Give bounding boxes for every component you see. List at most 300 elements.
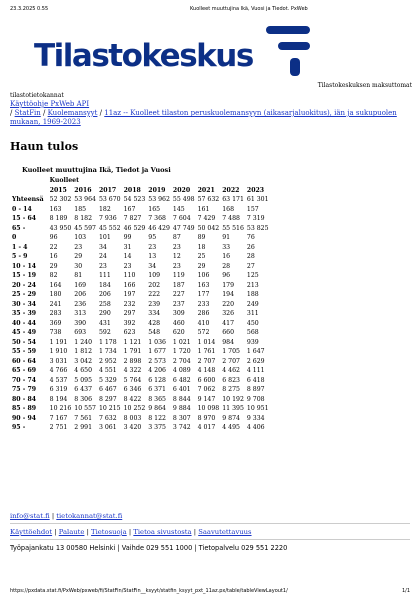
table-cell: 119 <box>172 272 185 280</box>
table-cell: 1 021 <box>172 338 191 346</box>
table-cell: 29 <box>197 262 206 270</box>
table-row <box>10 414 272 424</box>
breadcrumb-separator: / <box>40 109 48 117</box>
table-cell: 25 <box>197 253 206 261</box>
table-cell: 53 962 <box>148 196 170 204</box>
row-header-age: 15 - 19 <box>12 272 37 280</box>
table-cell: 206 <box>98 291 111 299</box>
table-cell: 290 <box>98 310 111 318</box>
table-cell: 7 936 <box>98 215 117 223</box>
table-cell: 1 014 <box>197 338 216 346</box>
table-cell: 10 252 <box>123 405 146 413</box>
table-cell: 34 <box>148 262 157 270</box>
table-cell: 163 <box>49 205 62 213</box>
table-cell: 4 322 <box>123 367 142 375</box>
table-cell: 3 031 <box>49 357 68 365</box>
table-cell: 9 884 <box>172 405 191 413</box>
email-info-link[interactable]: info@stat.fi <box>10 512 50 520</box>
table-cell: 45 552 <box>98 224 121 232</box>
table-cell: 167 <box>123 205 136 213</box>
row-header-age: 30 - 34 <box>12 300 37 308</box>
table-cell: 1 910 <box>49 348 68 356</box>
table-cell: 202 <box>148 281 161 289</box>
table-cell: 164 <box>49 281 62 289</box>
year-header-cell: 2022 <box>222 186 240 194</box>
table-row <box>10 309 272 319</box>
row-header-age: 95 - <box>12 424 26 432</box>
table-cell: 14 <box>123 253 132 261</box>
table-cell: 30 <box>74 262 83 270</box>
table-cell: 2 898 <box>123 357 142 365</box>
year-header-cell: 2019 <box>148 186 166 194</box>
table-cell: 43 950 <box>49 224 72 232</box>
table-cell: 188 <box>246 291 259 299</box>
breadcrumb-separator: / <box>10 109 15 117</box>
table-cell: 1 812 <box>74 348 93 356</box>
table-cell: 939 <box>246 338 259 346</box>
table-cell: 109 <box>148 272 161 280</box>
email-tietokannat-link[interactable]: tietokannat@stat.fi <box>56 512 123 520</box>
table-cell: 283 <box>49 310 62 318</box>
table-cell: 81 <box>74 272 83 280</box>
print-footer <box>10 588 410 594</box>
table-cell: 10 098 <box>197 405 220 413</box>
table-cell: 9 334 <box>246 414 265 422</box>
table-cell: 8 182 <box>74 215 93 223</box>
table-cell: 9 864 <box>148 405 166 413</box>
table-row <box>10 205 272 215</box>
table-cell: 6 418 <box>246 376 265 384</box>
table-cell: 91 <box>222 234 231 242</box>
table-row <box>10 281 272 291</box>
table-row <box>10 319 272 329</box>
table-cell: 984 <box>222 338 235 346</box>
table-cell: 3 042 <box>74 357 93 365</box>
table-cell: 89 <box>197 234 206 242</box>
contact-links <box>10 512 122 520</box>
table-cell: 4 406 <box>246 424 265 432</box>
table-cell: 237 <box>172 300 185 308</box>
table-cell: 4 551 <box>98 367 117 375</box>
table-cell: 87 <box>172 234 181 242</box>
table-cell: 1 734 <box>98 348 117 356</box>
table-cell: 241 <box>49 300 62 308</box>
table-cell: 8 365 <box>148 395 166 403</box>
table-cell: 125 <box>246 272 259 280</box>
table-cell: 2 573 <box>148 357 166 365</box>
table-cell: 227 <box>172 291 185 299</box>
row-header-age: 55 - 59 <box>12 348 37 356</box>
table-cell: 96 <box>49 234 58 242</box>
table-cell: 1 036 <box>148 338 166 346</box>
row-header-age: 15 - 64 <box>12 215 37 223</box>
table-cell: 8 297 <box>98 395 117 403</box>
table-cell: 8 844 <box>172 395 191 403</box>
table-cell: 233 <box>197 300 210 308</box>
measure-header-row <box>10 176 272 186</box>
breadcrumb-kuolemansyyt[interactable]: Kuolemansyyt <box>47 109 98 117</box>
table-cell: 182 <box>98 205 111 213</box>
footer-link-saavutettavuus[interactable]: Saavutettavuus <box>198 528 252 536</box>
table-cell: 8 307 <box>172 414 191 422</box>
table-row <box>10 395 272 405</box>
table-cell: 428 <box>148 319 161 327</box>
table-cell: 334 <box>148 310 161 318</box>
table-cell: 1 677 <box>148 348 166 356</box>
table-cell: 111 <box>98 272 111 280</box>
print-datetime: 23.3.2025 0.55 <box>10 6 49 12</box>
table-cell: 1 705 <box>222 348 240 356</box>
help-link[interactable]: Käyttöohje PxWeb API <box>10 100 90 108</box>
table-cell: 7 604 <box>172 215 191 223</box>
table-cell: 96 <box>222 272 231 280</box>
table-cell: 4 462 <box>222 367 240 375</box>
table-cell: 6 600 <box>197 376 216 384</box>
footer-link-tietosuoja[interactable]: Tietosuoja <box>91 528 127 536</box>
table-cell: 8 003 <box>123 414 142 422</box>
table-cell: 7 827 <box>123 215 142 223</box>
footer-links: Käyttöehdot | Palaute | Tietosuoja | Tietoa sivustosta | Saavutettavuus <box>10 528 252 536</box>
row-header-age: Yhteensä <box>12 196 44 204</box>
table-row <box>10 214 272 224</box>
table-cell: 27 <box>246 262 255 270</box>
table-cell: 168 <box>222 205 235 213</box>
table-cell: 249 <box>246 300 259 308</box>
table-cell: 46 429 <box>148 224 170 232</box>
table-row <box>10 385 272 395</box>
table-cell: 311 <box>246 310 259 318</box>
table-cell: 8 194 <box>49 395 68 403</box>
row-header-age: 25 - 29 <box>12 291 37 299</box>
table-cell: 22 <box>49 243 58 251</box>
table-cell: 1 720 <box>172 348 191 356</box>
table-cell: 33 <box>222 243 231 251</box>
footer-link-tietoa-sivustosta[interactable]: Tietoa sivustosta <box>133 528 192 536</box>
table-cell: 187 <box>172 281 185 289</box>
table-cell: 7 429 <box>197 215 216 223</box>
table-row <box>10 357 272 367</box>
table-cell: 10 216 <box>49 405 72 413</box>
table-cell: 8 306 <box>74 395 93 403</box>
site-name: tilastotietokannat <box>10 92 64 99</box>
table-cell: 410 <box>197 319 210 327</box>
table-cell: 157 <box>246 205 259 213</box>
table-cell: 184 <box>98 281 111 289</box>
row-header-age: 60 - 64 <box>12 357 37 365</box>
logo-text: Tilastokeskus <box>34 38 253 74</box>
table-cell: 145 <box>172 205 185 213</box>
table-cell: 13 <box>148 253 157 261</box>
row-header-age: 85 - 89 <box>12 405 37 413</box>
table-cell: 161 <box>197 205 210 213</box>
table-cell: 220 <box>222 300 235 308</box>
table-cell: 572 <box>197 329 210 337</box>
table-cell: 55 516 <box>222 224 244 232</box>
row-header-age: 1 - 4 <box>12 243 28 251</box>
table-row <box>10 366 272 376</box>
page-title: Haun tulos <box>10 140 79 153</box>
breadcrumb-separator: / <box>97 109 105 117</box>
table-cell: 4 537 <box>49 376 68 384</box>
table-cell: 6 319 <box>49 386 68 394</box>
table-cell: 16 <box>222 253 231 261</box>
table-cell: 53 964 <box>74 196 96 204</box>
table-cell: 309 <box>172 310 185 318</box>
table-cell: 6 467 <box>98 386 117 394</box>
table-cell: 4 206 <box>148 367 166 375</box>
table-cell: 213 <box>246 281 259 289</box>
table-cell: 4 148 <box>197 367 216 375</box>
table-cell: 236 <box>74 300 87 308</box>
table-cell: 82 <box>49 272 58 280</box>
table-cell: 166 <box>123 281 136 289</box>
row-header-age: 45 - 49 <box>12 329 37 337</box>
table-cell: 45 597 <box>74 224 96 232</box>
table-cell: 206 <box>74 291 87 299</box>
table-cell: 660 <box>222 329 235 337</box>
table-cell: 23 <box>148 243 157 251</box>
table-cell: 3 742 <box>172 424 191 432</box>
table-row <box>10 423 272 433</box>
print-title: Kuolleet muuttujina Ikä, Vuosi ja Tiedot. PxWeb <box>190 6 308 12</box>
table-cell: 9 708 <box>246 395 265 403</box>
table-cell: 2 751 <box>49 424 68 432</box>
table-cell: 4 017 <box>197 424 216 432</box>
table-row <box>10 262 272 272</box>
table-cell: 232 <box>123 300 136 308</box>
table-cell: 26 <box>246 243 255 251</box>
table-cell: 177 <box>197 291 210 299</box>
table-cell: 57 632 <box>197 196 220 204</box>
table-row <box>10 404 272 414</box>
table-cell: 101 <box>98 234 111 242</box>
table-cell: 5 764 <box>123 376 142 384</box>
table-cell: 4 650 <box>74 367 93 375</box>
table-cell: 18 <box>197 243 206 251</box>
table-cell: 297 <box>123 310 136 318</box>
year-header-cell: 2020 <box>172 186 191 194</box>
table-cell: 10 192 <box>222 395 244 403</box>
table-cell: 53 670 <box>98 196 121 204</box>
table-cell: 6 128 <box>148 376 166 384</box>
table-cell: 3 420 <box>123 424 142 432</box>
divider <box>10 523 410 524</box>
table-cell: 10 557 <box>74 405 96 413</box>
measure-header: Kuolleet <box>49 177 79 185</box>
table-cell: 2 707 <box>222 357 240 365</box>
table-cell: 8 422 <box>123 395 142 403</box>
year-header-row <box>10 186 272 196</box>
table-row <box>10 338 272 348</box>
table-cell: 23 <box>123 262 132 270</box>
year-header-cell: 2021 <box>197 186 215 194</box>
table-cell: 110 <box>123 272 136 280</box>
table-cell: 417 <box>222 319 235 327</box>
table-cell: 11 395 <box>222 405 244 413</box>
row-header-age: 65 - <box>12 224 26 232</box>
table-row <box>10 271 272 281</box>
table-cell: 1 178 <box>98 338 117 346</box>
row-header-age: 35 - 39 <box>12 310 37 318</box>
table-row <box>10 243 272 253</box>
table-cell: 8 970 <box>197 414 216 422</box>
site-slogan: Tilastokeskuksen maksuttomat <box>317 82 412 89</box>
table-cell: 7 319 <box>246 215 265 223</box>
address-line: Työpajankatu 13 00580 Helsinki | Vaihde 029 551 1000 | Tietopalvelu 029 551 2220 <box>10 544 288 552</box>
table-cell: 197 <box>123 291 136 299</box>
table-cell: 103 <box>74 234 87 242</box>
table-cell: 8 275 <box>222 386 240 394</box>
table-cell: 5 329 <box>98 376 117 384</box>
year-header-cell: 2018 <box>123 186 141 194</box>
table-cell: 7 062 <box>197 386 216 394</box>
table-cell: 165 <box>148 205 161 213</box>
table-cell: 10 951 <box>246 405 269 413</box>
footer-link-kayttoehdot[interactable]: Käyttöehdot <box>10 528 53 536</box>
table-row <box>10 224 272 234</box>
table-cell: 1 191 <box>49 338 68 346</box>
table-row <box>10 252 272 262</box>
row-header-age: 50 - 54 <box>12 338 37 346</box>
table-cell: 4 111 <box>246 367 265 375</box>
table-cell: 9 147 <box>197 395 216 403</box>
navigation-links <box>10 100 410 127</box>
row-header-age: 0 - 14 <box>12 205 32 213</box>
table-cell: 7 167 <box>49 414 68 422</box>
table-cell: 23 <box>98 262 107 270</box>
row-header-age: 70 - 74 <box>12 376 37 384</box>
table-cell: 258 <box>98 300 111 308</box>
table-row <box>10 347 272 357</box>
table-cell: 4 089 <box>172 367 191 375</box>
table-cell: 8 189 <box>49 215 68 223</box>
table-row <box>10 376 272 386</box>
table-cell: 7 632 <box>98 414 117 422</box>
table-cell: 185 <box>74 205 87 213</box>
table-cell: 6 371 <box>148 386 166 394</box>
table-cell: 1 647 <box>246 348 265 356</box>
table-cell: 369 <box>49 319 62 327</box>
table-cell: 6 823 <box>222 376 240 384</box>
table-cell: 28 <box>222 262 231 270</box>
table-cell: 1 121 <box>123 338 142 346</box>
table-cell: 46 529 <box>123 224 146 232</box>
table-cell: 6 401 <box>172 386 191 394</box>
table-cell: 31 <box>123 243 132 251</box>
table-cell: 3 375 <box>148 424 166 432</box>
year-header-cell: 2017 <box>98 186 117 194</box>
table-cell: 2 952 <box>98 357 117 365</box>
table-cell: 313 <box>74 310 87 318</box>
table-cell: 29 <box>49 262 58 270</box>
row-header-age: 75 - 79 <box>12 386 37 394</box>
logo-mark-icon <box>266 26 310 76</box>
table-cell: 392 <box>123 319 136 327</box>
table-cell: 592 <box>98 329 111 337</box>
table-cell: 10 215 <box>98 405 121 413</box>
table-cell: 180 <box>49 291 62 299</box>
table-cell: 2 629 <box>246 357 265 365</box>
table-cell: 5 095 <box>74 376 93 384</box>
table-cell: 568 <box>246 329 259 337</box>
year-header-cell: 2015 <box>49 186 67 194</box>
table-cell: 16 <box>49 253 58 261</box>
year-header-cell: 2023 <box>246 186 265 194</box>
table-cell: 23 <box>172 243 181 251</box>
table-cell: 50 042 <box>197 224 220 232</box>
table-cell: 76 <box>246 234 255 242</box>
table-cell: 6 482 <box>172 376 191 384</box>
table-cell: 23 <box>74 243 83 251</box>
table-cell: 1 791 <box>123 348 142 356</box>
table-cell: 4 766 <box>49 367 68 375</box>
breadcrumb-table[interactable]: 11az -- Kuolleet tilaston peruskuolemansyyn (aikasarjaluokitus), iän ja sukupuolen mukaan, 1969-2023 <box>10 109 397 126</box>
table-cell: 4 495 <box>222 424 240 432</box>
table-cell: 693 <box>74 329 87 337</box>
table-cell: 28 <box>246 253 255 261</box>
table-cell: 99 <box>123 234 132 242</box>
result-table <box>10 176 272 433</box>
table-cell: 95 <box>148 234 157 242</box>
table-cell: 8 897 <box>246 386 265 394</box>
table-cell: 2 991 <box>74 424 93 432</box>
table-cell: 61 301 <box>246 196 269 204</box>
table-cell: 52 302 <box>49 196 72 204</box>
table-cell: 548 <box>148 329 161 337</box>
table-caption: Kuolleet muuttujina Ikä, Tiedot ja Vuosi <box>22 166 171 174</box>
table-cell: 390 <box>74 319 87 327</box>
table-cell: 460 <box>172 319 185 327</box>
table-cell: 620 <box>172 329 185 337</box>
table-row <box>10 300 272 310</box>
row-header-age: 40 - 44 <box>12 319 37 327</box>
breadcrumb <box>10 109 410 127</box>
table-cell: 6 437 <box>74 386 93 394</box>
table-cell: 194 <box>222 291 235 299</box>
row-header-age: 80 - 84 <box>12 395 37 403</box>
footer-link-palaute[interactable]: Palaute <box>58 528 85 536</box>
divider <box>10 539 410 540</box>
table-cell: 7 561 <box>74 414 93 422</box>
table-cell: 63 171 <box>222 196 244 204</box>
row-header-age: 90 - 94 <box>12 414 37 422</box>
table-cell: 7 368 <box>148 215 166 223</box>
table-cell: 6 346 <box>123 386 142 394</box>
table-cell: 47 749 <box>172 224 195 232</box>
table-cell: 34 <box>98 243 107 251</box>
table-row <box>10 328 272 338</box>
table-cell: 163 <box>197 281 210 289</box>
table-cell: 1 240 <box>74 338 93 346</box>
breadcrumb-statfin[interactable]: StatFin <box>14 109 41 117</box>
table-cell: 179 <box>222 281 235 289</box>
table-cell: 106 <box>197 272 210 280</box>
table-cell: 3 061 <box>98 424 117 432</box>
row-header-age: 65 - 69 <box>12 367 37 375</box>
table-cell: 54 523 <box>123 196 146 204</box>
table-cell: 23 <box>172 262 181 270</box>
row-header-age: 5 - 9 <box>12 253 28 261</box>
table-cell: 450 <box>246 319 259 327</box>
tilastokeskus-logo[interactable] <box>34 22 304 80</box>
table-cell: 738 <box>49 329 62 337</box>
table-cell: 24 <box>98 253 107 261</box>
table-cell: 2 707 <box>197 357 216 365</box>
table-cell: 12 <box>172 253 181 261</box>
table-row <box>10 195 272 205</box>
print-page-number: 1/1 <box>401 588 410 594</box>
table-cell: 431 <box>98 319 111 327</box>
